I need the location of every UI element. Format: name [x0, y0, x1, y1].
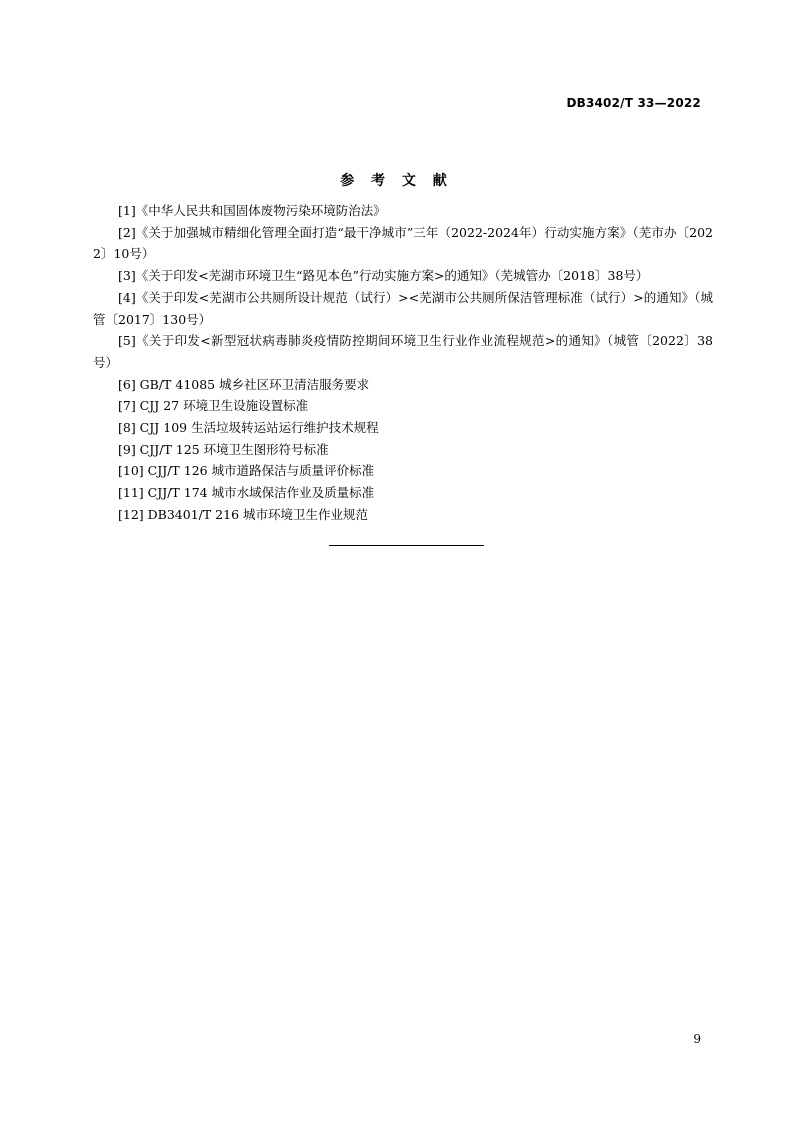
reference-item: [11] CJJ/T 174 城市水域保洁作业及质量标准 [118, 485, 375, 501]
reference-item: [2]《关于加强城市精细化管理全面打造“最干净城市”三年（2022-2024年）行动实施方案》（芜市办〔2022〕10号） [93, 224, 713, 262]
reference-item: [9] CJJ/T 125 环境卫生图形符号标准 [118, 441, 329, 457]
reference-list [93, 200, 713, 526]
reference-item: [1]《中华人民共和国固体废物污染环境防治法》 [118, 203, 386, 218]
reference-item: [4]《关于印发<芜湖市公共厕所设计规范（试行）><芜湖市公共厕所保洁管理标准（试行）>的通知》（城管〔2017〕130号） [93, 289, 713, 327]
end-divider [329, 545, 484, 546]
reference-item: [3]《关于印发<芜湖市环境卫生“路见本色”行动实施方案>的通知》（芜城管办〔2018〕38号） [118, 268, 649, 284]
reference-item: [8] CJJ 109 生活垃圾转运站运行维护技术规程 [118, 420, 379, 436]
reference-item: [7] CJJ 27 环境卫生设施设置标准 [118, 398, 309, 414]
reference-item: [10] CJJ/T 126 城市道路保洁与质量评价标准 [118, 463, 375, 479]
reference-item: [6] GB/T 41085 城乡社区环卫清洁服务要求 [118, 376, 370, 392]
reference-item: [5]《关于印发<新型冠状病毒肺炎疫情防控期间环境卫生行业作业流程规范>的通知》（城管〔2022〕38号） [93, 333, 713, 370]
document-code: DB3402/T 33—2022 [566, 96, 701, 110]
page-number: 9 [693, 1032, 701, 1046]
reference-item: [12] DB3401/T 216 城市环境卫生作业规范 [118, 506, 369, 522]
section-title: 参 考 文 献 [340, 173, 453, 189]
